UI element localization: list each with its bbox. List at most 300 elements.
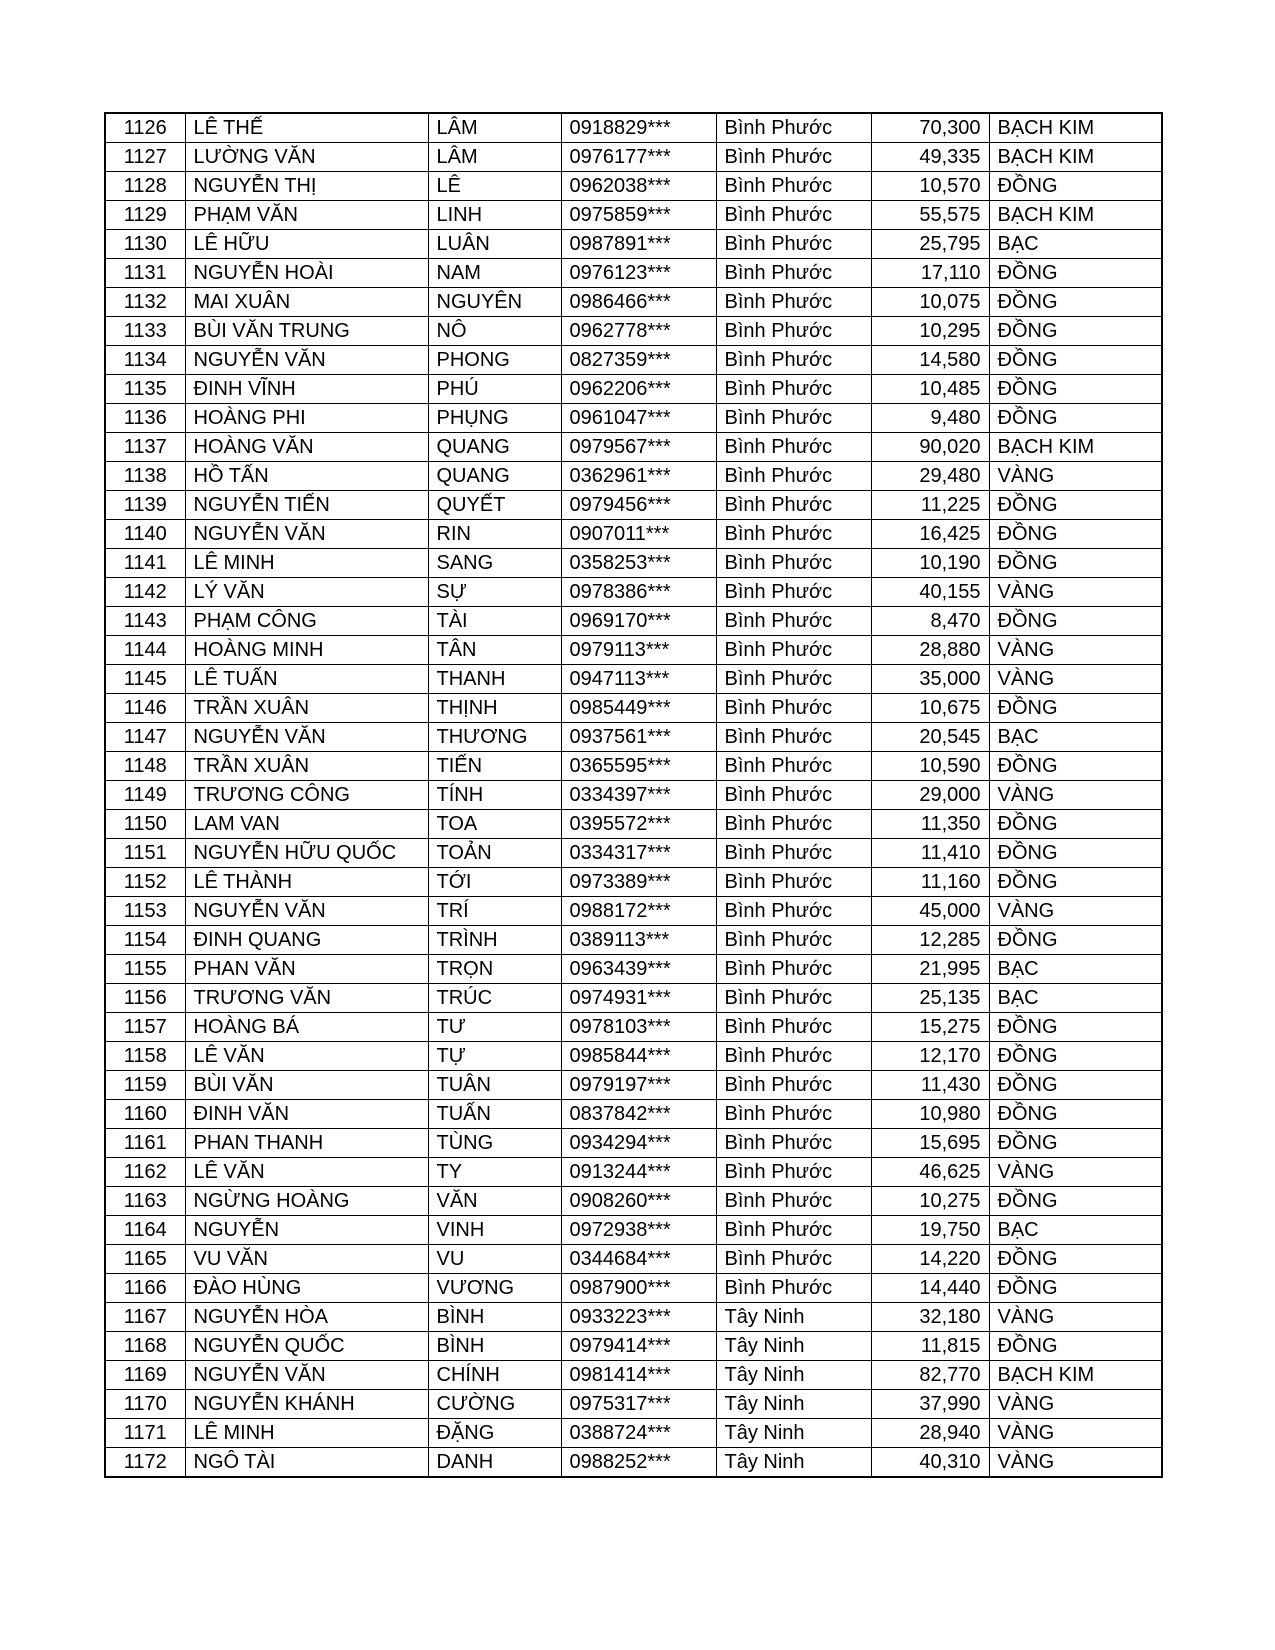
given-name-cell: BÌNH [428, 1303, 561, 1332]
points-cell: 90,020 [871, 433, 989, 462]
surname-cell: LÊ TUẤN [185, 665, 428, 694]
given-name-cell: TOẢN [428, 839, 561, 868]
phone-cell: 0913244*** [561, 1158, 716, 1187]
province-cell: Tây Ninh [716, 1419, 871, 1448]
province-cell: Bình Phước [716, 491, 871, 520]
province-cell: Bình Phước [716, 694, 871, 723]
surname-cell: LÝ VĂN [185, 578, 428, 607]
phone-cell: 0365595*** [561, 752, 716, 781]
row-number-cell: 1171 [105, 1419, 185, 1448]
row-number-cell: 1166 [105, 1274, 185, 1303]
phone-cell: 0973389*** [561, 868, 716, 897]
points-cell: 20,545 [871, 723, 989, 752]
tier-cell: ĐỒNG [989, 172, 1162, 201]
given-name-cell: LINH [428, 201, 561, 230]
points-cell: 12,170 [871, 1042, 989, 1071]
table-row [105, 723, 1162, 752]
table-row [105, 1448, 1162, 1478]
table-row [105, 1361, 1162, 1390]
given-name-cell: TÙNG [428, 1129, 561, 1158]
phone-cell: 0988252*** [561, 1448, 716, 1478]
phone-cell: 0963439*** [561, 955, 716, 984]
given-name-cell: VU [428, 1245, 561, 1274]
table-row [105, 839, 1162, 868]
points-cell: 45,000 [871, 897, 989, 926]
given-name-cell: TUẤN [428, 1100, 561, 1129]
row-number-cell: 1160 [105, 1100, 185, 1129]
province-cell: Bình Phước [716, 578, 871, 607]
phone-cell: 0362961*** [561, 462, 716, 491]
surname-cell: NGUYỄN THỊ [185, 172, 428, 201]
tier-cell: BẠC [989, 984, 1162, 1013]
phone-cell: 0978386*** [561, 578, 716, 607]
row-number-cell: 1134 [105, 346, 185, 375]
surname-cell: HOÀNG VĂN [185, 433, 428, 462]
surname-cell: LÊ HỮU [185, 230, 428, 259]
given-name-cell: PHỤNG [428, 404, 561, 433]
row-number-cell: 1146 [105, 694, 185, 723]
phone-cell: 0976123*** [561, 259, 716, 288]
given-name-cell: VƯƠNG [428, 1274, 561, 1303]
phone-cell: 0334317*** [561, 839, 716, 868]
surname-cell: TRẦN XUÂN [185, 694, 428, 723]
table-body [105, 113, 1162, 1477]
surname-cell: NGUYỄN VĂN [185, 1361, 428, 1390]
table-row [105, 1100, 1162, 1129]
points-cell: 14,440 [871, 1274, 989, 1303]
phone-cell: 0395572*** [561, 810, 716, 839]
province-cell: Bình Phước [716, 607, 871, 636]
province-cell: Bình Phước [716, 810, 871, 839]
table-row [105, 549, 1162, 578]
row-number-cell: 1159 [105, 1071, 185, 1100]
phone-cell: 0969170*** [561, 607, 716, 636]
points-cell: 10,295 [871, 317, 989, 346]
table-row [105, 781, 1162, 810]
tier-cell: BẠC [989, 955, 1162, 984]
surname-cell: NGUYỄN HÒA [185, 1303, 428, 1332]
surname-cell: PHẠM VĂN [185, 201, 428, 230]
surname-cell: NGUYỄN QUỐC [185, 1332, 428, 1361]
table-row [105, 259, 1162, 288]
given-name-cell: NAM [428, 259, 561, 288]
province-cell: Tây Ninh [716, 1303, 871, 1332]
province-cell: Bình Phước [716, 781, 871, 810]
points-cell: 49,335 [871, 143, 989, 172]
table-row [105, 1071, 1162, 1100]
table-row [105, 694, 1162, 723]
province-cell: Bình Phước [716, 288, 871, 317]
points-cell: 19,750 [871, 1216, 989, 1245]
tier-cell: VÀNG [989, 636, 1162, 665]
province-cell: Bình Phước [716, 201, 871, 230]
province-cell: Bình Phước [716, 868, 871, 897]
province-cell: Tây Ninh [716, 1448, 871, 1478]
surname-cell: LÊ MINH [185, 1419, 428, 1448]
given-name-cell: LUÂN [428, 230, 561, 259]
surname-cell: HOÀNG PHI [185, 404, 428, 433]
phone-cell: 0837842*** [561, 1100, 716, 1129]
given-name-cell: THỊNH [428, 694, 561, 723]
table-row [105, 1158, 1162, 1187]
province-cell: Bình Phước [716, 375, 871, 404]
points-cell: 10,570 [871, 172, 989, 201]
table-row [105, 1390, 1162, 1419]
row-number-cell: 1163 [105, 1187, 185, 1216]
given-name-cell: LÂM [428, 113, 561, 143]
surname-cell: BÙI VĂN TRUNG [185, 317, 428, 346]
row-number-cell: 1169 [105, 1361, 185, 1390]
given-name-cell: CƯỜNG [428, 1390, 561, 1419]
given-name-cell: TỰ [428, 1042, 561, 1071]
province-cell: Bình Phước [716, 1158, 871, 1187]
tier-cell: VÀNG [989, 665, 1162, 694]
given-name-cell: QUANG [428, 433, 561, 462]
points-cell: 14,220 [871, 1245, 989, 1274]
points-cell: 11,160 [871, 868, 989, 897]
row-number-cell: 1165 [105, 1245, 185, 1274]
points-cell: 70,300 [871, 113, 989, 143]
table-row [105, 346, 1162, 375]
given-name-cell: TOA [428, 810, 561, 839]
province-cell: Bình Phước [716, 1100, 871, 1129]
tier-cell: BẠC [989, 1216, 1162, 1245]
table-row [105, 172, 1162, 201]
row-number-cell: 1152 [105, 868, 185, 897]
phone-cell: 0933223*** [561, 1303, 716, 1332]
table-row [105, 113, 1162, 143]
province-cell: Bình Phước [716, 665, 871, 694]
tier-cell: ĐỒNG [989, 375, 1162, 404]
tier-cell: ĐỒNG [989, 259, 1162, 288]
given-name-cell: PHÚ [428, 375, 561, 404]
tier-cell: VÀNG [989, 1419, 1162, 1448]
surname-cell: TRẦN XUÂN [185, 752, 428, 781]
phone-cell: 0979197*** [561, 1071, 716, 1100]
phone-cell: 0974931*** [561, 984, 716, 1013]
given-name-cell: TÀI [428, 607, 561, 636]
table-row [105, 520, 1162, 549]
row-number-cell: 1161 [105, 1129, 185, 1158]
row-number-cell: 1132 [105, 288, 185, 317]
province-cell: Bình Phước [716, 259, 871, 288]
tier-cell: ĐỒNG [989, 926, 1162, 955]
row-number-cell: 1129 [105, 201, 185, 230]
row-number-cell: 1136 [105, 404, 185, 433]
province-cell: Bình Phước [716, 839, 871, 868]
phone-cell: 0934294*** [561, 1129, 716, 1158]
given-name-cell: TƯ [428, 1013, 561, 1042]
phone-cell: 0985844*** [561, 1042, 716, 1071]
tier-cell: ĐỒNG [989, 317, 1162, 346]
given-name-cell: ĐẶNG [428, 1419, 561, 1448]
row-number-cell: 1162 [105, 1158, 185, 1187]
table-row [105, 1042, 1162, 1071]
points-cell: 10,190 [871, 549, 989, 578]
surname-cell: NGỪNG HOÀNG [185, 1187, 428, 1216]
surname-cell: VU VĂN [185, 1245, 428, 1274]
points-cell: 15,275 [871, 1013, 989, 1042]
points-cell: 11,430 [871, 1071, 989, 1100]
surname-cell: LÊ VĂN [185, 1158, 428, 1187]
phone-cell: 0979414*** [561, 1332, 716, 1361]
surname-cell: MAI XUÂN [185, 288, 428, 317]
phone-cell: 0962778*** [561, 317, 716, 346]
given-name-cell: CHÍNH [428, 1361, 561, 1390]
tier-cell: VÀNG [989, 897, 1162, 926]
points-cell: 14,580 [871, 346, 989, 375]
row-number-cell: 1142 [105, 578, 185, 607]
table-row [105, 897, 1162, 926]
province-cell: Bình Phước [716, 433, 871, 462]
province-cell: Bình Phước [716, 636, 871, 665]
row-number-cell: 1155 [105, 955, 185, 984]
row-number-cell: 1158 [105, 1042, 185, 1071]
surname-cell: NGUYỄN [185, 1216, 428, 1245]
surname-cell: ĐÀO HÙNG [185, 1274, 428, 1303]
points-cell: 32,180 [871, 1303, 989, 1332]
row-number-cell: 1130 [105, 230, 185, 259]
given-name-cell: LÊ [428, 172, 561, 201]
province-cell: Bình Phước [716, 1274, 871, 1303]
tier-cell: VÀNG [989, 1390, 1162, 1419]
points-cell: 16,425 [871, 520, 989, 549]
given-name-cell: TRÌNH [428, 926, 561, 955]
table-row [105, 926, 1162, 955]
points-cell: 25,795 [871, 230, 989, 259]
surname-cell: HỒ TẤN [185, 462, 428, 491]
points-cell: 37,990 [871, 1390, 989, 1419]
tier-cell: ĐỒNG [989, 346, 1162, 375]
tier-cell: ĐỒNG [989, 1129, 1162, 1158]
row-number-cell: 1157 [105, 1013, 185, 1042]
table-row [105, 462, 1162, 491]
tier-cell: ĐỒNG [989, 839, 1162, 868]
surname-cell: HOÀNG BÁ [185, 1013, 428, 1042]
phone-cell: 0937561*** [561, 723, 716, 752]
row-number-cell: 1170 [105, 1390, 185, 1419]
given-name-cell: THƯƠNG [428, 723, 561, 752]
table-row [105, 1216, 1162, 1245]
phone-cell: 0972938*** [561, 1216, 716, 1245]
tier-cell: ĐỒNG [989, 1100, 1162, 1129]
points-cell: 55,575 [871, 201, 989, 230]
points-cell: 15,695 [871, 1129, 989, 1158]
points-cell: 10,980 [871, 1100, 989, 1129]
phone-cell: 0334397*** [561, 781, 716, 810]
phone-cell: 0907011*** [561, 520, 716, 549]
tier-cell: ĐỒNG [989, 1071, 1162, 1100]
phone-cell: 0947113*** [561, 665, 716, 694]
tier-cell: ĐỒNG [989, 607, 1162, 636]
surname-cell: ĐINH VĂN [185, 1100, 428, 1129]
given-name-cell: TÂN [428, 636, 561, 665]
tier-cell: ĐỒNG [989, 868, 1162, 897]
province-cell: Bình Phước [716, 723, 871, 752]
table-row [105, 1245, 1162, 1274]
surname-cell: TRƯƠNG CÔNG [185, 781, 428, 810]
points-cell: 35,000 [871, 665, 989, 694]
province-cell: Bình Phước [716, 926, 871, 955]
tier-cell: ĐỒNG [989, 810, 1162, 839]
tier-cell: VÀNG [989, 1158, 1162, 1187]
phone-cell: 0979113*** [561, 636, 716, 665]
row-number-cell: 1128 [105, 172, 185, 201]
given-name-cell: RIN [428, 520, 561, 549]
table-row [105, 1303, 1162, 1332]
row-number-cell: 1135 [105, 375, 185, 404]
given-name-cell: SANG [428, 549, 561, 578]
surname-cell: LÊ VĂN [185, 1042, 428, 1071]
points-cell: 12,285 [871, 926, 989, 955]
phone-cell: 0976177*** [561, 143, 716, 172]
points-cell: 29,480 [871, 462, 989, 491]
surname-cell: LÊ THẾ [185, 113, 428, 143]
row-number-cell: 1141 [105, 549, 185, 578]
row-number-cell: 1140 [105, 520, 185, 549]
row-number-cell: 1164 [105, 1216, 185, 1245]
points-cell: 25,135 [871, 984, 989, 1013]
tier-cell: VÀNG [989, 781, 1162, 810]
row-number-cell: 1144 [105, 636, 185, 665]
points-cell: 9,480 [871, 404, 989, 433]
phone-cell: 0358253*** [561, 549, 716, 578]
given-name-cell: TRÚC [428, 984, 561, 1013]
points-cell: 10,590 [871, 752, 989, 781]
table-row [105, 317, 1162, 346]
given-name-cell: TY [428, 1158, 561, 1187]
surname-cell: NGUYỄN TIẾN [185, 491, 428, 520]
given-name-cell: TIẾN [428, 752, 561, 781]
table-row [105, 230, 1162, 259]
surname-cell: NGUYỄN HOÀI [185, 259, 428, 288]
province-cell: Bình Phước [716, 1013, 871, 1042]
table-row [105, 1129, 1162, 1158]
points-cell: 29,000 [871, 781, 989, 810]
given-name-cell: QUYẾT [428, 491, 561, 520]
points-cell: 11,815 [871, 1332, 989, 1361]
table-row [105, 1187, 1162, 1216]
row-number-cell: 1131 [105, 259, 185, 288]
phone-cell: 0987900*** [561, 1274, 716, 1303]
points-cell: 82,770 [871, 1361, 989, 1390]
province-cell: Bình Phước [716, 984, 871, 1013]
province-cell: Bình Phước [716, 143, 871, 172]
row-number-cell: 1138 [105, 462, 185, 491]
phone-cell: 0987891*** [561, 230, 716, 259]
phone-cell: 0981414*** [561, 1361, 716, 1390]
table-row [105, 1332, 1162, 1361]
surname-cell: ĐINH QUANG [185, 926, 428, 955]
given-name-cell: THANH [428, 665, 561, 694]
phone-cell: 0975317*** [561, 1390, 716, 1419]
province-cell: Bình Phước [716, 1129, 871, 1158]
points-cell: 10,275 [871, 1187, 989, 1216]
surname-cell: PHẠM CÔNG [185, 607, 428, 636]
row-number-cell: 1172 [105, 1448, 185, 1478]
row-number-cell: 1126 [105, 113, 185, 143]
province-cell: Bình Phước [716, 317, 871, 346]
tier-cell: VÀNG [989, 462, 1162, 491]
table-row [105, 636, 1162, 665]
phone-cell: 0962038*** [561, 172, 716, 201]
table-row [105, 810, 1162, 839]
province-cell: Bình Phước [716, 346, 871, 375]
document-page [104, 112, 1161, 1478]
given-name-cell: TRÍ [428, 897, 561, 926]
tier-cell: BẠCH KIM [989, 1361, 1162, 1390]
tier-cell: ĐỒNG [989, 1332, 1162, 1361]
table-row [105, 491, 1162, 520]
surname-cell: NGUYỄN VĂN [185, 346, 428, 375]
tier-cell: ĐỒNG [989, 1042, 1162, 1071]
phone-cell: 0344684*** [561, 1245, 716, 1274]
table-row [105, 375, 1162, 404]
surname-cell: LÊ MINH [185, 549, 428, 578]
province-cell: Bình Phước [716, 404, 871, 433]
table-row [105, 288, 1162, 317]
province-cell: Bình Phước [716, 955, 871, 984]
phone-cell: 0986466*** [561, 288, 716, 317]
tier-cell: VÀNG [989, 578, 1162, 607]
tier-cell: BẠCH KIM [989, 201, 1162, 230]
province-cell: Bình Phước [716, 520, 871, 549]
table-row [105, 201, 1162, 230]
tier-cell: ĐỒNG [989, 694, 1162, 723]
row-number-cell: 1168 [105, 1332, 185, 1361]
province-cell: Bình Phước [716, 897, 871, 926]
given-name-cell: QUANG [428, 462, 561, 491]
province-cell: Bình Phước [716, 113, 871, 143]
points-cell: 10,675 [871, 694, 989, 723]
given-name-cell: PHONG [428, 346, 561, 375]
points-cell: 11,225 [871, 491, 989, 520]
row-number-cell: 1137 [105, 433, 185, 462]
phone-cell: 0918829*** [561, 113, 716, 143]
table-row [105, 752, 1162, 781]
tier-cell: ĐỒNG [989, 1013, 1162, 1042]
tier-cell: ĐỒNG [989, 491, 1162, 520]
surname-cell: LƯỜNG VĂN [185, 143, 428, 172]
table-row [105, 955, 1162, 984]
tier-cell: VÀNG [989, 1448, 1162, 1478]
province-cell: Bình Phước [716, 1245, 871, 1274]
row-number-cell: 1148 [105, 752, 185, 781]
row-number-cell: 1139 [105, 491, 185, 520]
tier-cell: ĐỒNG [989, 288, 1162, 317]
tier-cell: ĐỒNG [989, 1245, 1162, 1274]
given-name-cell: NGUYÊN [428, 288, 561, 317]
surname-cell: LÊ THÀNH [185, 868, 428, 897]
row-number-cell: 1127 [105, 143, 185, 172]
given-name-cell: TRỌN [428, 955, 561, 984]
given-name-cell: DANH [428, 1448, 561, 1478]
phone-cell: 0988172*** [561, 897, 716, 926]
phone-cell: 0979567*** [561, 433, 716, 462]
province-cell: Bình Phước [716, 1216, 871, 1245]
points-cell: 46,625 [871, 1158, 989, 1187]
row-number-cell: 1150 [105, 810, 185, 839]
points-cell: 40,155 [871, 578, 989, 607]
row-number-cell: 1147 [105, 723, 185, 752]
surname-cell: LAM VAN [185, 810, 428, 839]
table-row [105, 665, 1162, 694]
table-row [105, 433, 1162, 462]
points-cell: 10,485 [871, 375, 989, 404]
tier-cell: BẠCH KIM [989, 433, 1162, 462]
surname-cell: NGUYỄN HỮU QUỐC [185, 839, 428, 868]
surname-cell: BÙI VĂN [185, 1071, 428, 1100]
